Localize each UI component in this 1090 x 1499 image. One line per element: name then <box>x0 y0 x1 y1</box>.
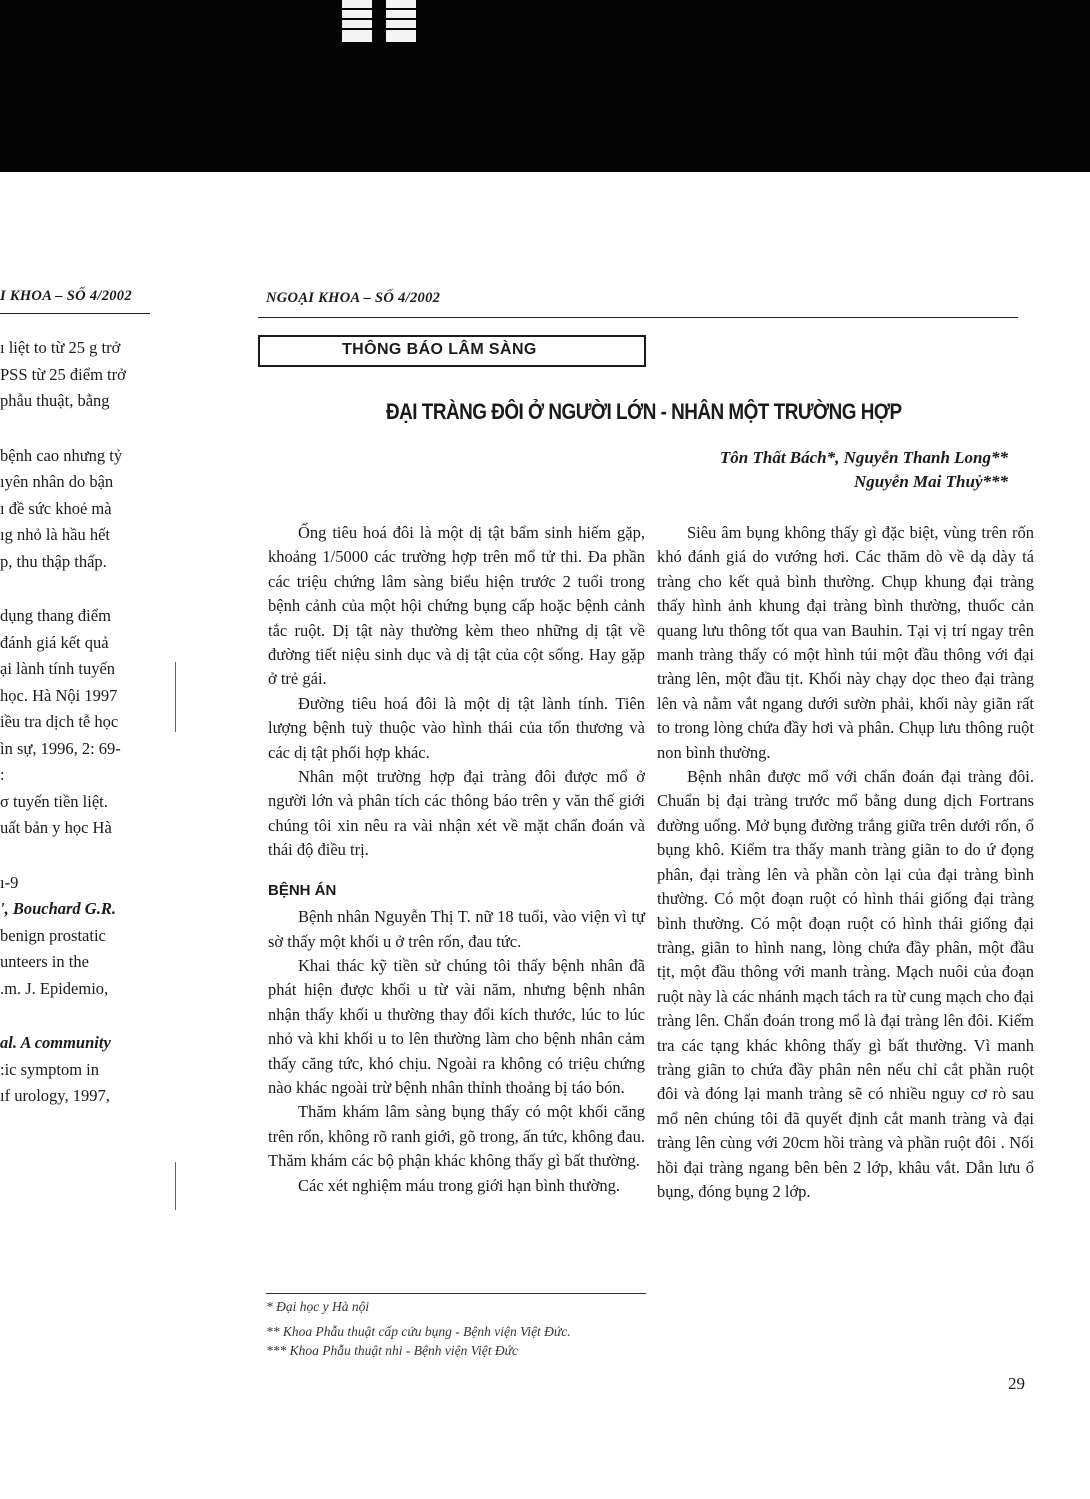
footnote-rule <box>266 1293 646 1294</box>
article-title: ĐẠI TRÀNG ĐÔI Ở NGƯỜI LỚN - NHÂN MỘT TRƯỜNG HỢP <box>386 399 902 424</box>
paragraph: Siêu âm bụng không thấy gì đặc biệt, vùng trên rốn khó đánh giá do vướng hơi. Các thăm dò về dạ dày tá tràng cho kết quả bình thường. Chụp khung đại tràng thấy hình ảnh khung đại tràng bình thường, thuốc cản quang lưu thông tốt qua van Bauhin. Tại vị trí ngay trên manh tràng thấy có một hình túi một đầu thông với đại tràng lên, một đầu tịt. Khối này chạy dọc theo đại tràng lên và nằm vắt ngang dưới sườn phải, khối này giãn rất to trong lòng chứa đầy hơi và phân. Chụp lưu thông ruột non bình thường. <box>657 523 1034 762</box>
paragraph: Bệnh nhân Nguyễn Thị T. nữ 18 tuổi, vào viện vì tự sờ thấy một khối u ở trên rốn, đau tức. <box>268 907 645 951</box>
header-rule <box>258 317 1018 318</box>
left-page-fragment-line: ìn sự, 1996, 2: 69- <box>0 738 121 758</box>
paragraph: Khai thác kỹ tiền sử chúng tôi thấy bệnh nhân đã phát hiện được khối u từ vài năm, nhưng bệnh nhân nhận thấy khối u thường thay đổi kích thước, lúc to lúc nhỏ và khi khối u to lên thường làm cho bệnh nhân cảm thấy căng tức, khó chịu. Ngoài ra không có triệu chứng nào khác ngoài trừ bệnh nhân thỉnh thoảng bị táo bón. <box>268 955 645 1097</box>
left-page-fragment-line: .m. J. Epidemio, <box>0 978 109 998</box>
left-page-fragment-line: ại lành tính tuyến <box>0 659 116 678</box>
paragraph: Các xét nghiệm máu trong giới hạn bình thường. <box>298 1175 620 1195</box>
left-page-fragment-line: ıyên nhân do bận <box>0 472 114 491</box>
left-page-fragment-line: ı liệt to từ 25 g trở <box>0 338 121 357</box>
section-label: THÔNG BÁO LÂM SÀNG <box>342 341 537 358</box>
left-page-fragment-line: p, thu thập thấp. <box>0 551 107 571</box>
left-page-fragment-line: học. Hà Nội 1997 <box>0 685 118 705</box>
left-page-fragment-line: PSS từ 25 điểm trở <box>0 364 126 384</box>
authors-line-2: Nguyễn Mai Thuỷ*** <box>854 472 1008 491</box>
gutter-mark <box>175 662 176 732</box>
left-page-fragment-column <box>0 335 150 1110</box>
paragraph: Thăm khám lâm sàng bụng thấy có một khối căng trên rốn, không rõ ranh giới, gõ trong, ấn tức, không đau. Thăm khám các bộ phận khác không thấy gì bất thường. <box>268 1102 645 1171</box>
left-page-fragment-line: phẫu thuật, bằng <box>0 391 110 410</box>
body-column-2 <box>657 521 1034 1204</box>
left-page-fragment-line: ı đề sức khoẻ mà <box>0 498 112 518</box>
gutter-mark <box>175 1162 176 1210</box>
left-page-fragment-line: bệnh cao nhưng tỷ <box>0 445 123 465</box>
left-page-fragment-line: σ tuyến tiền liệt. <box>0 791 108 811</box>
left-page-fragment-line: :ic symptom in <box>0 1059 99 1079</box>
left-page-fragment-line: dụng thang điểm <box>0 606 111 625</box>
left-page-fragment-line: đánh giá kết quả <box>0 632 109 652</box>
left-page-fragment-line: uất bản y học Hà <box>0 818 112 837</box>
scan-black-band <box>0 0 1090 172</box>
running-header: NGOẠI KHOA – SỐ 4/2002 <box>266 290 441 306</box>
left-page-fragment-line: unteers in the <box>0 952 89 971</box>
paragraph: Bệnh nhân được mổ với chẩn đoán đại tràng đôi. Chuẩn bị đại tràng trước mổ bằng dung dịch Fortrans đường uống. Mở bụng đường trắng giữa trên dưới rốn, ổ bụng khô. Kiểm tra thấy manh tràng giãn to do ứ đọng phân, đại tràng lên và phần còn lại của đại tràng bình thường. Có một đoạn ruột có hình thái giống đại tràng bình thường. Có một đoạn ruột có hình thái giống đại tràng, giãn to hình nang, lòng chứa đầy phân, một đầu tịt, một đầu thông với manh tràng. Mạch nuôi của đoạn ruột này là các nhánh mạch tách ra từ cung mạch cho đại tràng lên. Chẩn đoán trong mổ là đại tràng lên đôi. Kiểm tra các tạng khác không thấy gì bất thường. Vì manh tràng giãn to chứa đầy phân nên nếu chỉ cắt phần ruột đôi và đóng lại manh tràng sẽ có nhiều nguy cơ rò sau mổ nên chúng tôi đã quyết định cắt manh tràng và đại tràng lên cùng với 20cm hồi tràng và phần ruột đôi . Nối hồi đại tràng ngang bên bên 2 lớp, khâu vắt. Dẫn lưu ổ bụng, đóng bụng 2 lớp. <box>657 767 1034 1201</box>
left-page-fragment-line: ıf urology, 1997, <box>0 1086 110 1105</box>
scan-registration-mark <box>386 0 416 42</box>
paragraph: Nhân một trường hợp đại tràng đôi được mổ ở người lớn và phân tích các thông báo trên y văn thế giới chúng tôi xin nêu ra vài nhận xét về mặt chẩn đoán và thái độ điều trị. <box>268 767 645 860</box>
footnote: *** Khoa Phẫu thuật nhi - Bệnh viện Việt Đức <box>266 1343 518 1358</box>
left-page-fragment-line: ı-9 <box>0 872 19 892</box>
fragment-gap <box>0 415 150 443</box>
left-page-fragment-line: ıg nhỏ là hầu hết <box>0 525 110 544</box>
section-heading: BỆNH ÁN <box>268 881 337 899</box>
fragment-gap <box>0 1002 150 1030</box>
left-page-fragment-line: ', Bouchard G.R. <box>0 899 116 918</box>
footnote: ** Khoa Phẫu thuật cấp cứu bụng - Bệnh viện Việt Đức. <box>266 1324 571 1339</box>
fragment-gap <box>0 575 150 603</box>
left-page-fragment-line: : <box>0 765 5 784</box>
footnote: * Đại học y Hà nội <box>266 1299 370 1314</box>
header-rule-left <box>0 313 150 314</box>
running-header-left-page: I KHOA – SỐ 4/2002 <box>0 288 132 304</box>
left-page-fragment-line: al. A community <box>0 1033 111 1052</box>
authors-line-1: Tôn Thất Bách*, Nguyễn Thanh Long** <box>719 448 1008 467</box>
body-column-1 <box>268 521 645 1198</box>
page-number: 29 <box>1008 1374 1025 1393</box>
scan-registration-mark <box>342 0 372 42</box>
paragraph: Đường tiêu hoá đôi là một dị tật lành tính. Tiên lượng bệnh tuỳ thuộc vào hình thái của tổn thương và các dị tật phối hợp khác. <box>268 693 645 762</box>
left-page-fragment-line: benign prostatic <box>0 925 106 945</box>
paragraph: Ống tiêu hoá đôi là một dị tật bẩm sinh hiếm gặp, khoảng 1/5000 các trường hợp trên mổ tử thi. Đa phần các triệu chứng lâm sàng biểu hiện trước 2 tuổi trong bệnh cảnh của một hội chứng bụng cấp hoặc bệnh cảnh tắc ruột. Dị tật này thường kèm theo những dị tật về đường tiết niệu sinh dục và dị tật của cột sống. Hay gặp ở trẻ gái. <box>268 523 645 689</box>
fragment-gap <box>0 842 150 870</box>
left-page-fragment-line: iều tra dịch tễ học <box>0 712 119 731</box>
